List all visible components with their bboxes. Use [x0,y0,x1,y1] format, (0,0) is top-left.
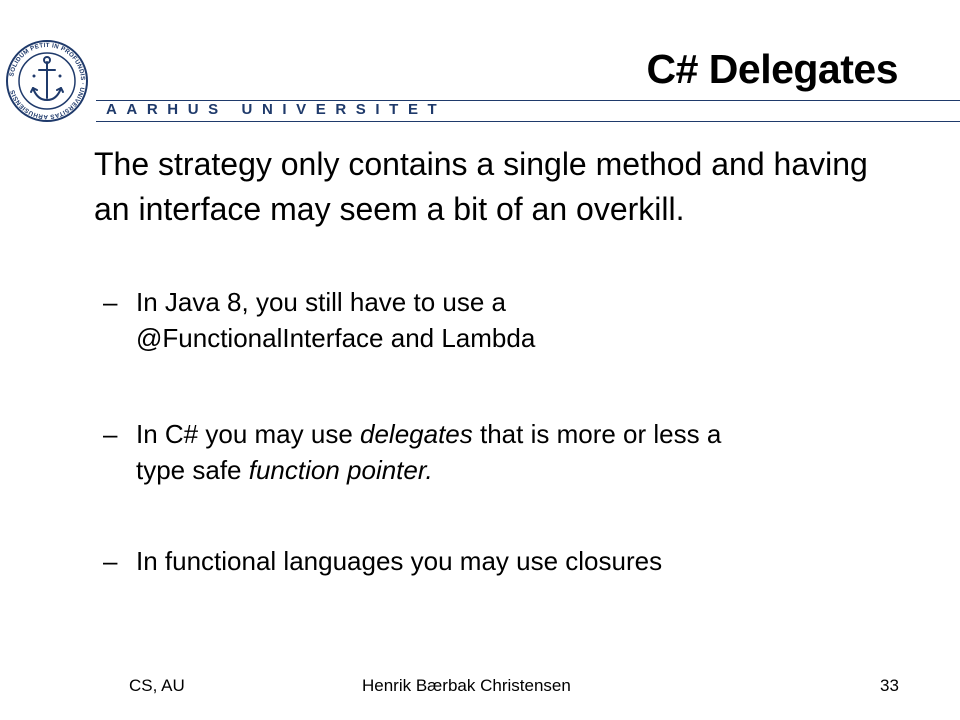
bullet-functional-text: In functional languages you may use closures [136,546,663,576]
footer-page-number: 33 [880,676,899,695]
bullet-csharp-line1 [136,416,896,452]
university-name: AARHUS UNIVERSITET [106,101,447,118]
bullet-functional [103,543,896,579]
bullet-csharp [103,416,896,488]
function-pointer-term: function pointer. [248,455,433,485]
bullet-java-line2: @FunctionalInterface and Lambda [136,323,536,353]
bullet-dash: – [103,287,118,317]
bullet-java [103,284,896,356]
bullet-dash: – [103,546,118,576]
bullet-csharp-line2 [136,452,896,488]
bullet-csharp-text-c: type safe [136,455,249,485]
delegates-term: delegates [360,419,473,449]
aarhus-university-seal-logo [4,38,90,124]
bullet-csharp-text-b: that is more or less a [472,419,722,449]
bullet-java-line1: In Java 8, you still have to use a [136,287,506,317]
bullet-csharp-text-a: In C# you may use [136,419,360,449]
bullet-dash: – [103,419,118,449]
svg-text:SOLIDUM PETIT IN PROFUNDIS · U: SOLIDUM PETIT IN PROFUNDIS · UNIVERSITAS ARHUSIENSIS [8,41,87,121]
footer-course: CS, AU [129,676,185,695]
intro-paragraph: The strategy only contains a single method and having an interface may seem a bit of an overkill. [94,146,868,227]
slide-title: C# Delegates [646,46,898,92]
footer-author: Henrik Bærbak Christensen [362,676,571,695]
